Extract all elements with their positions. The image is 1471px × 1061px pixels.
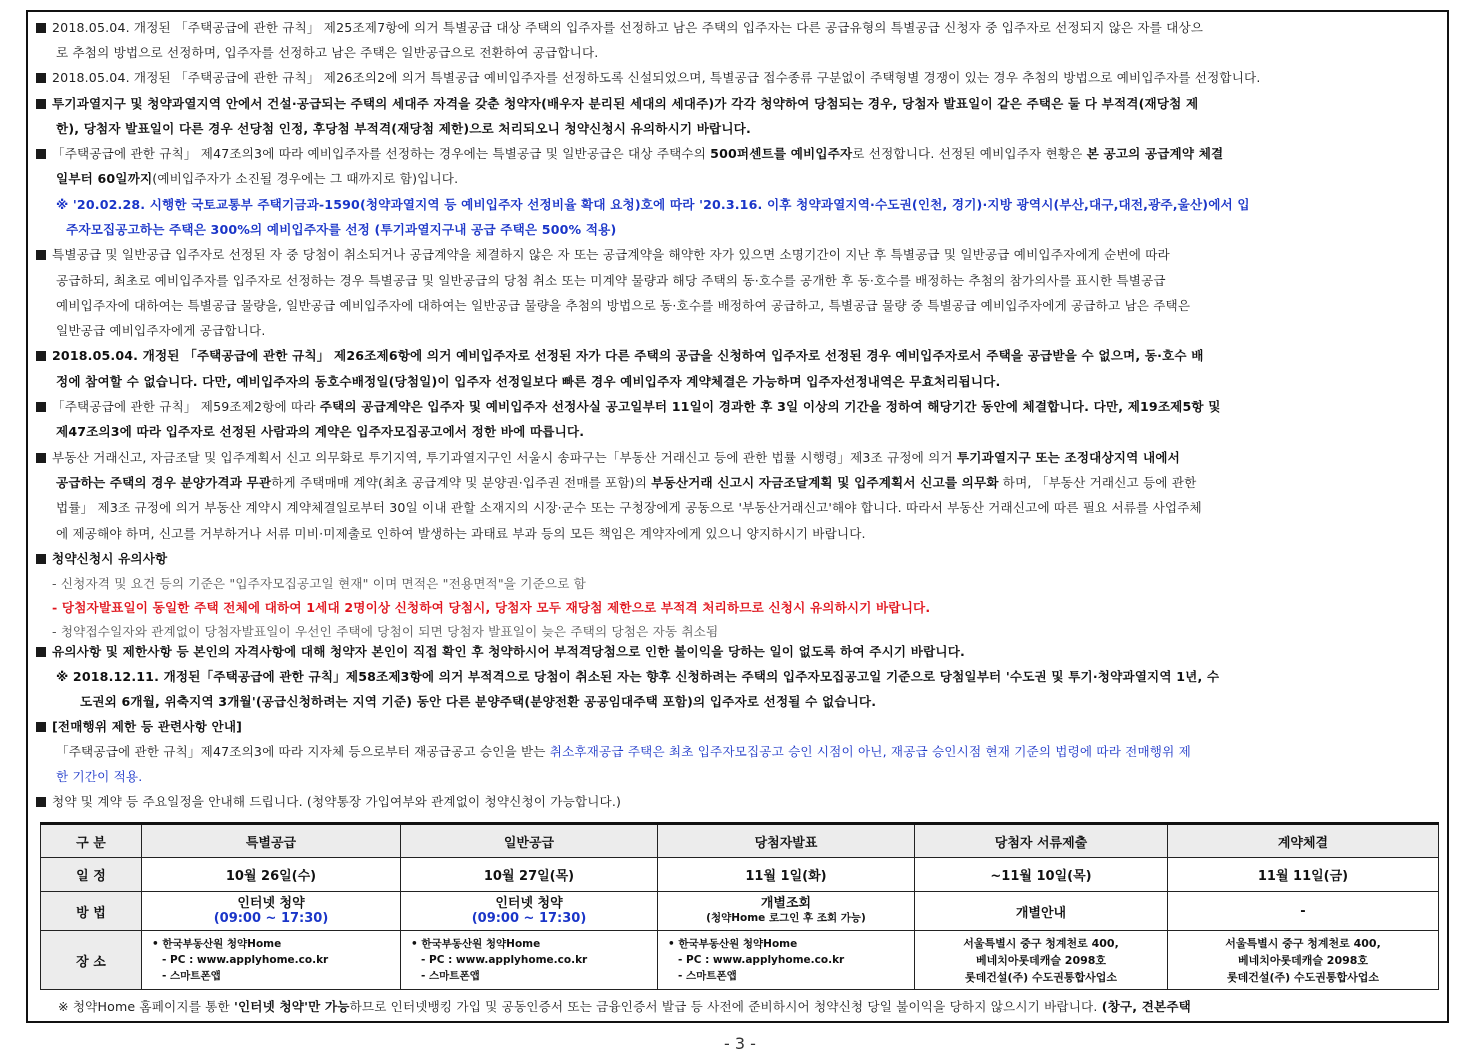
text: 투기과열지구 또는 조정대상지역 내에서 [956,450,1180,465]
time-text: (09:00 ~ 17:30) [213,911,329,926]
time-text: (09:00 ~ 17:30) [471,911,587,926]
text: 하며, 「부동산 거래신고 등에 관한 [998,475,1197,490]
header-cell: 당첨자발표 [658,824,915,858]
text-line [56,320,1471,342]
table-cell [1168,931,1439,990]
table-cell: ~11월 10일(목) [915,858,1168,892]
square-bullet-icon [36,722,46,732]
address-line: 베네치아롯데캐슬 2098호 [975,953,1107,967]
text: 한), 당첨자 발표일이 다른 경우 선당첨 인정, 후당첨 부적격(재당첨 제한)으로 처리되오니 청약신청시 유의하시기 바랍니다. [56,121,751,136]
bullet-line [36,244,1471,266]
table-cell: 개별안내 [915,892,1168,931]
table-cell [401,892,658,931]
text: 청약신청시 유의사항 [52,551,168,566]
text-line [56,168,1471,190]
square-bullet-icon [36,797,46,807]
square-bullet-icon [36,149,46,159]
text: ※ 청약Home 홈페이지를 통한 [58,999,234,1014]
text-line [56,270,1471,292]
text-line [56,523,1471,545]
address-line: 서울특별시 중구 청계천로 400, [1225,936,1381,950]
note-line [66,219,1471,241]
text: '인터넷 청약'만 가능 [233,999,350,1014]
footer-note [58,996,1471,1018]
place-line: • 한국부동산원 청약Home [152,938,282,950]
square-bullet-icon [36,647,46,657]
table-cell [658,892,915,931]
text: 특별공급 및 일반공급 입주자로 선정된 자 중 당첨이 취소되거나 공급계약을 체결하지 않은 자 또는 공급계약을 해약한 자가 있으면 소명기간이 지난 후 특별공급 및 일반공급 예비입주자에게 순번에 따라 [52,247,1170,262]
text: 2018.05.04. 개정된 「주택공급에 관한 규칙」 제26조의2에 의거 특별공급 예비입주자를 선정하도록 신설되었으며, 특별공급 접수종류 구분없이 주택형별 경쟁이 있는 경우 추첨의 방법으로 예비입주자를 선정합니다. [52,70,1261,85]
header-cell: 구 분 [41,824,142,858]
text: 주택의 공급계약은 입주자 및 예비입주자 선정사실 공고일부터 11일이 경과한 후 3일 이상의 기간을 정하여 해당기간 동안에 체결합니다. 다만, 제19조제5항 및 [319,399,1221,414]
place-line: - PC : www.applyhome.co.kr [678,954,845,966]
text-line [56,42,1471,64]
row-header: 방 법 [41,892,142,931]
text: 부동산거래 신고시 자금조달계획 및 입주계획서 신고를 의무화 [651,475,999,490]
table-row [41,858,1439,892]
table-cell: 11월 1일(화) [658,858,915,892]
note-line [56,194,1471,216]
table-cell [658,931,915,990]
header-cell: 계약체결 [1168,824,1439,858]
text: 제47조의3에 따라 입주자로 선정된 사람과의 계약은 입주자모집공고에서 정한 바에 따릅니다. [56,424,585,439]
text-line [56,766,1471,788]
text: (창구, 견본주택 [1101,999,1191,1014]
place-line: - 스마트폰앱 [162,970,221,982]
bullet-line [36,447,1471,469]
square-bullet-icon [36,453,46,463]
table-row [41,892,1439,931]
address-line: 롯데건설(주) 수도권통합사업소 [1226,970,1380,984]
text-line [56,472,1471,494]
table-cell: - [1168,892,1439,931]
square-bullet-icon [36,250,46,260]
text: 부동산 거래신고, 자금조달 및 입주계획서 신고 의무화로 투기지역, 투기과열지구인 서울시 송파구는「부동산 거래신고 등에 관한 법률 시행령」제3조 규정에 의거 [52,450,957,465]
table-header-row [41,824,1439,858]
bullet-line [36,17,1446,39]
address-line: 롯데건설(주) 수도권통합사업소 [964,970,1118,984]
text: 본 공고의 공급계약 체결 [1086,146,1224,161]
place-line: - PC : www.applyhome.co.kr [162,954,329,966]
bullet-line [36,396,1471,418]
text: ※ '20.02.28. 시행한 국토교통부 주택기금과-1590(청약과열지역 등 예비입주자 선정비율 확대 요청)호에 따라 '20.3.16. 이후 청약과열지역·수도권(인천, 경기)·지방 광역시(부산,대구,대전,광주,울산)에서 입 [56,197,1250,212]
text: 예비입주자에 대하여는 특별공급 물량을, 일반공급 예비입주자에 대하여는 일반공급 물량을 추첨의 방법으로 동·호수를 배정하여 공급하고, 특별공급 물량 중 특별공급 예비입주자에게 공급하고 남은 주택은 [56,298,1191,313]
text: 하게 주택매매 계약(최초 공급계약 및 분양권·입주권 전매를 포함)의 [271,475,652,490]
method-subtext: (청약Home 로그인 후 조회 가능) [706,912,866,924]
header-cell: 당첨자 서류제출 [915,824,1168,858]
text: ※ 2018.12.11. 개정된「주택공급에 관한 규칙」제58조제3항에 의거 부적격으로 당첨이 취소된 자는 향후 신청하려는 주택의 입주자모집공고일 기준으로 당첨일부터 '수도권 및 투기·청약과열지역 1년, 수 [56,669,1220,684]
table-cell: 11월 11일(금) [1168,858,1439,892]
text-line [56,371,1471,393]
text: 에 제공해야 하며, 신고를 거부하거나 서류 미비·미제출로 인하여 발생하는 과태료 부과 등의 모든 책임은 계약자에게 있으니 양지하시기 바랍니다. [56,526,866,541]
text: - 신청자격 및 요건 등의 기준은 "입주자모집공고일 현재" 이며 면적은 "전용면적"을 기준으로 함 [52,576,586,591]
text: 공급하되, 최초로 예비입주자를 입주자로 선정하는 경우 특별공급 및 일반공급의 당첨 취소 또는 미계약 물량과 해당 주택의 동·호수를 공개한 후 동·호수를 배정하는 추첨의 참가의사를 표시한 특별공급 [56,273,1166,288]
bullet-line [36,67,1471,89]
text: 일부터 60일까지 [56,171,153,186]
text: 투기과열지구 및 청약과열지역 안에서 건설·공급되는 주택의 세대주 자격을 갖춘 청약자(배우자 분리된 세대의 세대주)가 각각 청약하여 당첨되는 경우, 당첨자 발표일이 같은 주택은 둘 다 부적격(재당첨 제 [52,96,1199,111]
square-bullet-icon [36,23,46,33]
text: 주자모집공고하는 주택은 300%의 예비입주자를 선정 (투기과열지구내 공급 주택은 500% 적용) [66,222,617,237]
text: 일반공급 예비입주자에게 공급합니다. [56,323,266,338]
section-heading [36,716,1471,738]
text: 500퍼센트를 예비입주자 [710,146,853,161]
text: - 당첨자발표일이 동일한 주택 전체에 대하여 1세대 2명이상 신청하여 당첨시, 당첨자 모두 재당첨 제한으로 부적격 처리하므로 신청시 유의하시기 바랍니다. [52,600,931,615]
text: 도권외 6개월, 위축지역 3개월'(공급신청하려는 지역 기준) 동안 다른 분양주택(분양전환 공공임대주택 포함)의 입주자로 선정될 수 없습니다. [80,694,877,709]
text: 청약 및 계약 등 주요일정을 안내해 드립니다. (청약통장 가입여부와 관계없이 청약신청이 가능합니다.) [52,794,622,809]
text: - 청약접수일자와 관계없이 당첨자발표일이 우선인 주택에 당첨이 되면 당첨자 발표일이 늦은 주택의 당첨은 자동 취소됨 [52,624,719,639]
warning-line [52,597,1471,619]
text: 하므로 인터넷뱅킹 가입 및 공동인증서 또는 금융인증서 발급 등 사전에 준비하시어 청약신청 당일 불이익을 당하지 않으시기 바랍니다. [349,999,1102,1014]
method-text: 인터넷 청약 [495,896,563,911]
schedule-table [40,822,1439,990]
text: 취소후재공급 주택은 최초 입주자모집공고 승인 시점이 아닌, 재공급 승인시점 현재 기준의 법령에 따라 전매행위 제 [549,744,1191,759]
dash-line [52,573,1471,595]
text: 공급하는 주택의 경우 분양가격과 무관 [56,475,272,490]
text: 「주택공급에 관한 규칙」 제47조의3에 따라 예비입주자를 선정하는 경우에는 특별공급 및 일반공급은 대상 주택수의 [52,146,711,161]
header-cell: 일반공급 [401,824,658,858]
text: 로 추첨의 방법으로 선정하며, 입주자를 선정하고 남은 주택은 일반공급으로 전환하여 공급합니다. [56,45,599,60]
bullet-line [36,791,1471,813]
text: 「주택공급에 관한 규칙」제47조의3에 따라 지자체 등으로부터 재공급공고 승인을 받는 [56,744,550,759]
square-bullet-icon [36,351,46,361]
table-row [41,931,1439,990]
method-text: 인터넷 청약 [237,896,305,911]
text: 법률」 제3조 규정에 의거 부동산 계약시 계약체결일로부터 30일 이내 관할 소재지의 시장·군수 또는 구청장에게 공동으로 '부동산거래신고'해야 합니다. 따라서 부동산 거래신고에 따른 필요 서류를 사업주체 [56,500,1202,515]
section-heading [36,548,1471,570]
method-text: 개별조회 [760,896,812,911]
header-cell: 특별공급 [142,824,401,858]
text: (예비입주자가 소진될 경우에는 그 때까지로 함)입니다. [152,171,459,186]
place-line: - 스마트폰앱 [421,970,480,982]
table-cell [401,931,658,990]
address-line: 베네치아롯데캐슬 2098호 [1237,953,1369,967]
bullet-line [36,93,1471,115]
text: 정에 참여할 수 없습니다. 다만, 예비입주자의 동호수배정일(당첨일)이 입주자 선정일보다 빠른 경우 예비입주자 계약체결은 가능하며 입주자선정내역은 무효처리됩니다. [56,374,1001,389]
row-header: 일 정 [41,858,142,892]
text-line [56,497,1471,519]
text: 로 선정합니다. 선정된 예비입주자 현황은 [852,146,1087,161]
table-cell: 10월 26일(수) [142,858,401,892]
square-bullet-icon [36,554,46,564]
page-number: - 3 - [724,1034,756,1053]
table-cell [142,931,401,990]
bullet-line [36,641,1471,663]
place-line: • 한국부동산원 청약Home [411,938,541,950]
bullet-line [36,143,1471,165]
place-line: - 스마트폰앱 [678,970,737,982]
table-cell: 10월 27일(목) [401,858,658,892]
text: [전매행위 제한 등 관련사항 안내] [52,719,243,734]
table-cell [915,931,1168,990]
text-line [56,421,1471,443]
square-bullet-icon [36,99,46,109]
square-bullet-icon [36,73,46,83]
row-header: 장 소 [41,931,142,990]
table-cell [142,892,401,931]
text-line [56,118,1471,140]
text: 2018.05.04. 개정된 「주택공급에 관한 규칙」 제25조제7항에 의거 특별공급 대상 주택의 입주자를 선정하고 남은 주택의 입주자는 다른 공급유형의 특별공급 신청자 중 입주자로 선정되지 않은 자를 대상으 [52,20,1204,35]
bullet-line [36,345,1471,367]
text-line [56,741,1471,763]
place-line: • 한국부동산원 청약Home [668,938,798,950]
note-line [80,691,1471,713]
text: 한 기간이 적용. [56,769,143,784]
text: 「주택공급에 관한 규칙」 제59조제2항에 따라 [52,399,320,414]
address-line: 서울특별시 중구 청계천로 400, [963,936,1119,950]
text: 2018.05.04. 개정된 「주택공급에 관한 규칙」 제26조제6항에 의거 예비입주자로 선정된 자가 다른 주택의 공급을 신청하여 입주자로 선정된 경우 예비입주자로서 주택을 공급받을 수 없으며, 동·호수 배 [52,348,1204,363]
text: 유의사항 및 제한사항 등 본인의 자격사항에 대해 청약자 본인이 직접 확인 후 청약하시어 부적격당첨으로 인한 불이익을 당하는 일이 없도록 하여 주시기 바랍니다. [52,644,965,659]
text-line [56,295,1471,317]
place-line: - PC : www.applyhome.co.kr [421,954,588,966]
square-bullet-icon [36,402,46,412]
note-line [56,666,1471,688]
dash-line [52,621,1471,643]
